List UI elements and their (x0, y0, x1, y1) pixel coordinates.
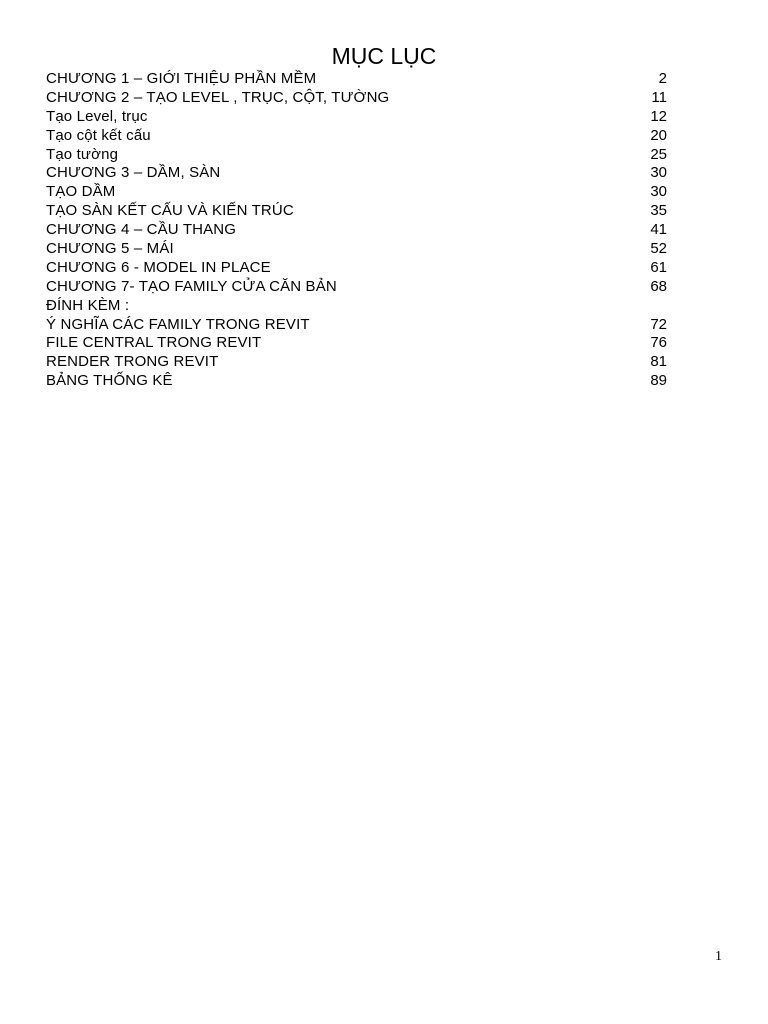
toc-entry-label: CHƯƠNG 3 – DẦM, SÀN (46, 164, 221, 182)
toc-entry[interactable] (46, 334, 667, 353)
toc-entry-page: 25 (650, 145, 667, 163)
page-number: 1 (715, 949, 722, 964)
toc-entry[interactable] (46, 259, 667, 278)
toc-entry-label: Tạo cột kết cấu (46, 126, 151, 144)
toc-entry[interactable] (46, 127, 667, 146)
toc-entry-page: 68 (650, 277, 667, 295)
toc-entry-page: 52 (650, 240, 667, 258)
toc-entry-label: CHƯƠNG 7- TẠO FAMILY CỬA CĂN BẢN (46, 277, 337, 295)
toc-entry-page: 2 (658, 70, 667, 87)
toc-entry-page: 72 (650, 315, 667, 333)
toc-entry-label: CHƯƠNG 2 – TẠO LEVEL , TRỤC, CỘT, TƯỜNG (46, 88, 390, 106)
toc-entry-page: 35 (650, 202, 667, 220)
toc-entry-label: CHƯƠNG 1 – GIỚI THIỆU PHẦN MỀM (46, 70, 317, 87)
toc-entry-page: 81 (650, 353, 667, 371)
toc-entry-page: 11 (651, 88, 667, 106)
toc-entry[interactable] (46, 108, 667, 127)
toc-entry[interactable] (46, 89, 667, 108)
toc-entry[interactable] (46, 146, 667, 165)
page-title: MỤC LỤC (331, 43, 437, 69)
table-of-contents (46, 70, 667, 391)
toc-entry[interactable] (46, 278, 667, 297)
toc-entry-label: Tạo Level, trục (46, 107, 148, 125)
toc-entry-label: CHƯƠNG 5 – MÁI (46, 240, 174, 258)
toc-entry[interactable] (46, 202, 667, 221)
toc-entry-page: 12 (650, 107, 667, 125)
toc-entry-label: ĐÍNH KÈM : (46, 296, 130, 314)
toc-entry-page: 41 (650, 221, 667, 239)
toc-entry-page: 76 (650, 334, 667, 352)
toc-entry-page: 89 (650, 372, 667, 390)
toc-entry-label: FILE CENTRAL TRONG REVIT (46, 334, 262, 352)
toc-entry[interactable] (46, 221, 667, 240)
toc-entry-label: TẠO DẦM (46, 183, 116, 201)
toc-entry-label: Ý NGHĨA CÁC FAMILY TRONG REVIT (46, 315, 310, 333)
toc-entry-page: 30 (650, 183, 667, 201)
toc-entry[interactable] (46, 353, 667, 372)
toc-entry[interactable] (46, 316, 667, 335)
toc-entry[interactable] (46, 372, 667, 391)
toc-entry-page: 20 (650, 126, 667, 144)
toc-entry[interactable] (46, 70, 667, 89)
toc-entry[interactable] (46, 183, 667, 202)
toc-entry-label: Tạo tường (46, 145, 119, 163)
toc-entry-label: RENDER TRONG REVIT (46, 353, 219, 371)
toc-entry[interactable] (46, 240, 667, 259)
toc-entry-label: CHƯƠNG 4 – CẦU THANG (46, 221, 237, 239)
toc-section-heading (46, 297, 667, 316)
toc-entry-page: 61 (650, 258, 667, 276)
toc-entry-label: CHƯƠNG 6 - MODEL IN PLACE (46, 258, 271, 276)
toc-entry-label: BẢNG THỐNG KÊ (46, 372, 173, 390)
toc-entry[interactable] (46, 164, 667, 183)
toc-entry-label: TẠO SÀN KẾT CẤU VÀ KIẾN TRÚC (46, 202, 294, 220)
toc-entry-page: 30 (650, 164, 667, 182)
